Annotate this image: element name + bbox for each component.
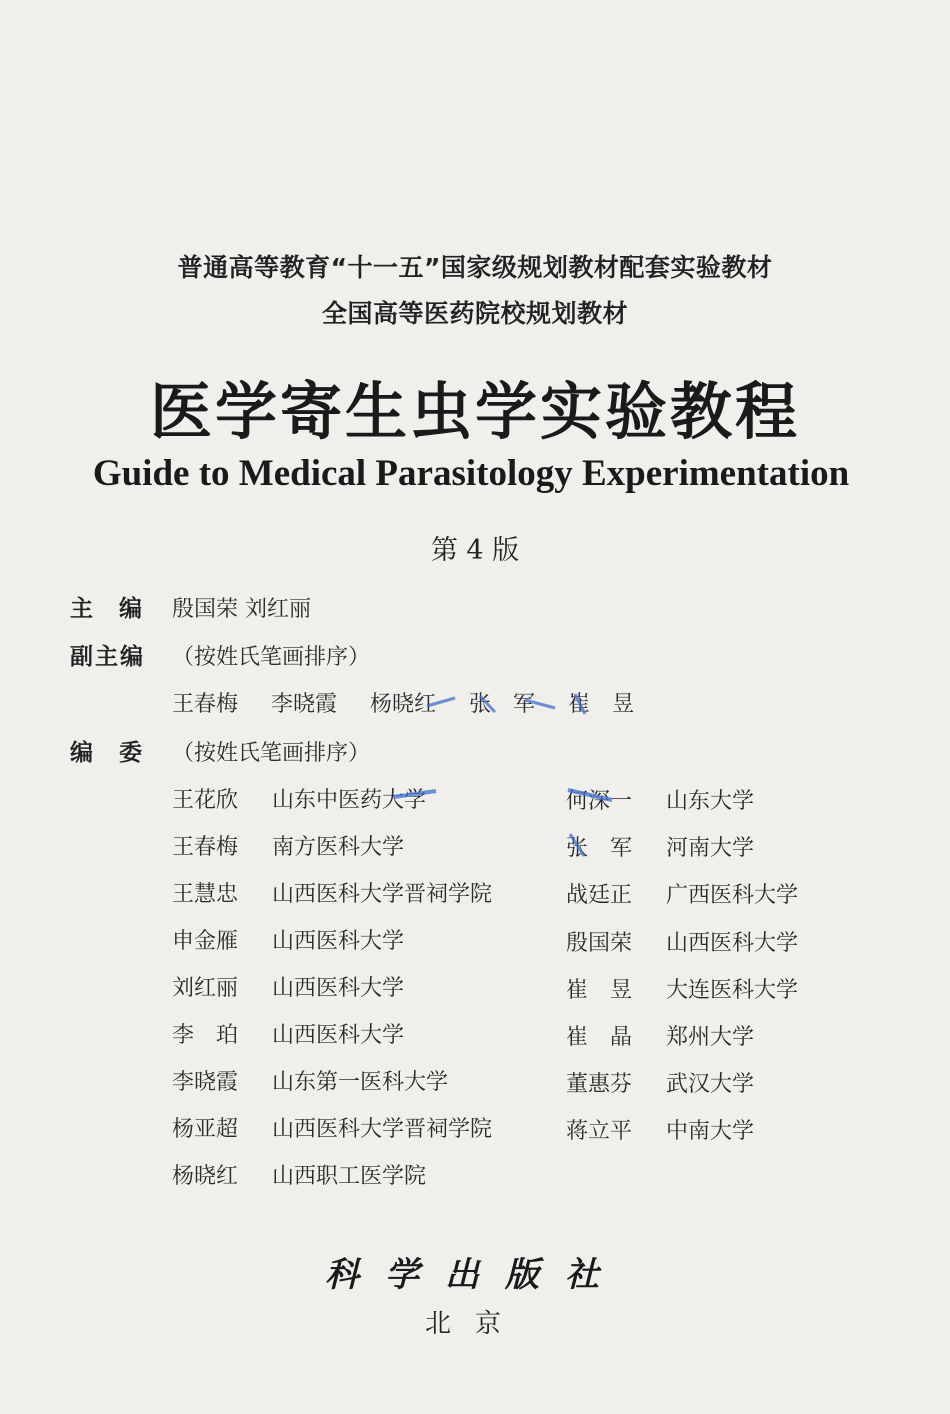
chief-editor-label: 主编 [70, 596, 168, 622]
committee-member-name: 崔 昱 [566, 978, 633, 1003]
blue-ink-mark [566, 782, 616, 808]
associate-editor-name: 王春梅 [172, 692, 239, 717]
committee-member-name: 李晓霞 [172, 1070, 239, 1095]
associate-editor-name: 张 军 [469, 692, 536, 717]
associate-editor-label: 副主编 [70, 644, 145, 670]
committee-member-affiliation: 山西医科大学晋祠学院 [272, 1117, 493, 1142]
committee-member-name: 刘红丽 [172, 976, 239, 1001]
committee-member-affiliation: 南方医科大学 [272, 835, 405, 860]
committee-member-affiliation: 山西医科大学 [272, 929, 405, 954]
committee-member-name: 杨晓红 [172, 1164, 239, 1189]
committee-member-name: 王春梅 [172, 835, 239, 860]
committee-member-affiliation: 山东第一医科大学 [272, 1070, 449, 1095]
committee-member-name: 申金雁 [172, 929, 239, 954]
committee-member-name: 李 珀 [172, 1023, 239, 1048]
committee-label: 编委 [70, 740, 168, 766]
committee-member-name: 战廷正 [566, 883, 633, 908]
series-line-2: 全国高等医药院校规划教材 [321, 299, 628, 328]
committee-member-affiliation: 郑州大学 [666, 1025, 755, 1050]
associate-editor-name: 李晓霞 [271, 692, 338, 717]
blue-ink-mark [566, 830, 590, 860]
committee-member-name: 王慧忠 [172, 882, 239, 907]
chief-editor-names: 殷国荣 刘红丽 [172, 597, 311, 622]
blue-ink-mark [425, 688, 605, 718]
committee-member-name: 王花欣 [172, 788, 239, 813]
committee-member-affiliation: 山西医科大学 [272, 976, 405, 1001]
publisher-city: 北京 [424, 1309, 525, 1339]
committee-member-affiliation: 山东大学 [666, 789, 755, 814]
committee-member-name: 蒋立平 [566, 1119, 633, 1144]
committee-member-name: 杨亚超 [172, 1117, 239, 1142]
committee-member-name: 张 军 [566, 836, 633, 861]
committee-member-name: 董惠芬 [566, 1072, 633, 1097]
committee-member-affiliation: 广西医科大学 [666, 883, 799, 908]
committee-member-affiliation: 中南大学 [666, 1119, 755, 1144]
committee-member-affiliation: 山西医科大学晋祠学院 [272, 882, 493, 907]
associate-editor-name: 杨晓红 [370, 692, 437, 717]
title-chinese: 医学寄生虫学实验教程 [149, 375, 800, 448]
committee-member-name: 殷国荣 [566, 931, 633, 956]
committee-member-affiliation: 武汉大学 [666, 1072, 755, 1097]
committee-note: （按姓氏笔画排序） [172, 741, 371, 766]
committee-member-affiliation: 山东中医药大学 [272, 788, 427, 813]
edition: 第 4 版 [430, 535, 520, 566]
associate-editor-name: 崔 昱 [568, 692, 635, 717]
committee-member-affiliation: 山西职工医学院 [272, 1164, 427, 1189]
committee-member-name: 崔 晶 [566, 1025, 633, 1050]
associate-editor-note: （按姓氏笔画排序） [172, 645, 371, 670]
title-english: Guide to Medical Parasitology Experimentation [92, 453, 850, 494]
series-line-1: 普通高等教育“十一五”国家级规划教材配套实验教材 [177, 253, 773, 282]
blue-ink-mark [392, 783, 442, 807]
committee-member-affiliation: 大连医科大学 [666, 978, 799, 1003]
committee-member-name: 何深一 [566, 789, 633, 814]
committee-member-affiliation: 山西医科大学 [666, 931, 799, 956]
committee-member-affiliation: 河南大学 [666, 836, 755, 861]
committee-member-affiliation: 山西医科大学 [272, 1023, 405, 1048]
publisher: 科学出版社 [325, 1255, 625, 1295]
